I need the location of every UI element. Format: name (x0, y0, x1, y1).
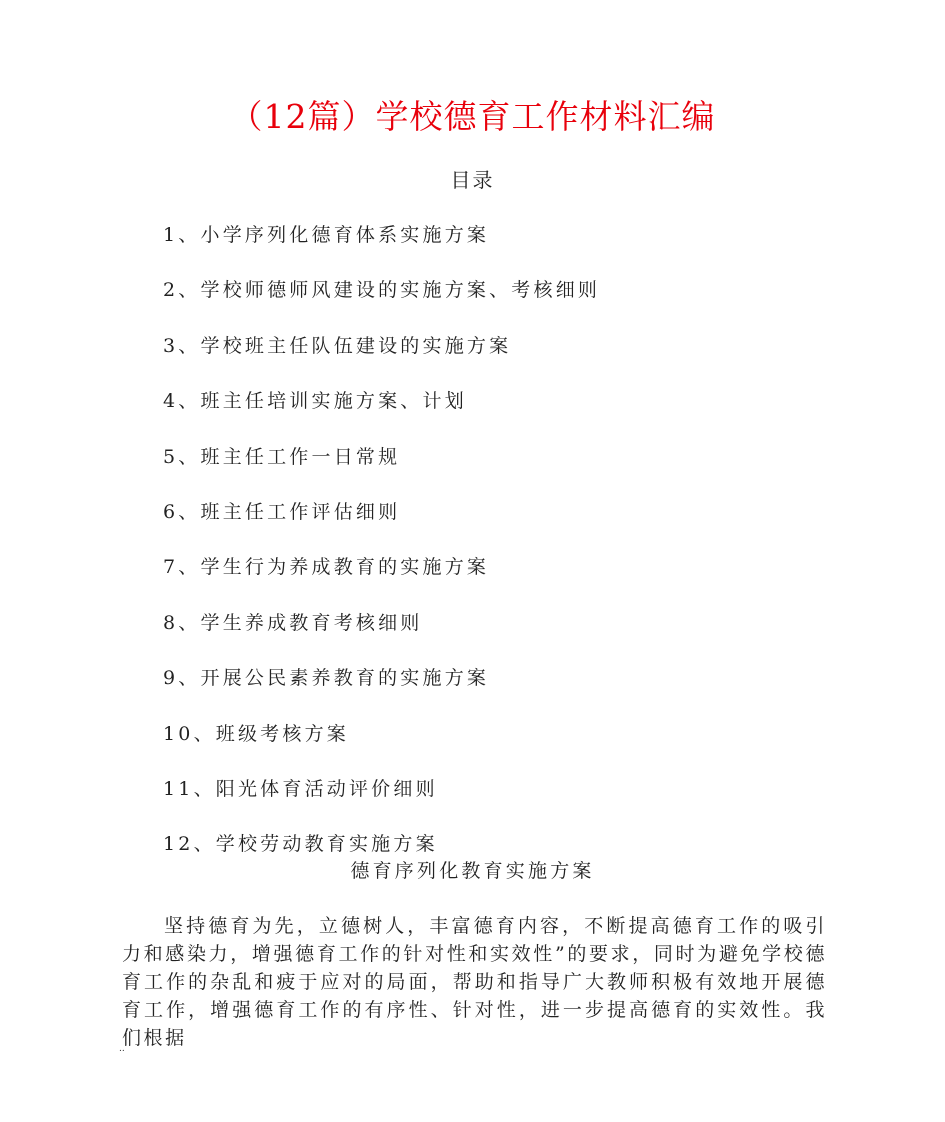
toc-item-1[interactable]: 1、小学序列化德育体系实施方案 (163, 224, 490, 246)
section-title: 德育序列化教育实施方案 (350, 860, 595, 882)
toc-item-5[interactable]: 5、班主任工作一日常规 (163, 445, 401, 468)
body-paragraph: 坚持德育为先，立德树人，丰富德育内容，不断提高德育工作的吸引力和感染力，增强德育工作的针对性和实效性”的要求，同时为避免学校德育工作的杂乱和疲于应对的局面，帮助和指导广大教师积极有效地开展德育工作，增强德育工作的有序性、针对性，进一步提高德育的实效性。我们根据 (122, 915, 827, 1049)
toc-heading: 目录 (450, 168, 495, 192)
footer-mark: .. (119, 1044, 125, 1054)
toc-item-12[interactable]: 12、学校劳动教育实施方案 (163, 833, 438, 856)
toc-item-8[interactable]: 8、学生养成教育考核细则 (163, 611, 423, 634)
toc-item-11[interactable]: 11、阳光体育活动评价细则 (163, 777, 438, 800)
document-title: （12篇）学校德育工作材料汇编 (229, 97, 716, 136)
toc-item-2[interactable]: 2、学校师德师风建设的实施方案、考核细则 (163, 279, 601, 302)
table-of-contents (163, 220, 600, 885)
toc-item-4[interactable]: 4、班主任培训实施方案、计划 (163, 390, 467, 413)
toc-item-3[interactable]: 3、学校班主任队伍建设的实施方案 (163, 334, 512, 357)
toc-item-7[interactable]: 7、学生行为养成教育的实施方案 (163, 556, 490, 579)
toc-item-9[interactable]: 9、开展公民素养教育的实施方案 (163, 667, 490, 690)
toc-item-10[interactable]: 10、班级考核方案 (163, 722, 349, 745)
toc-item-6[interactable]: 6、班主任工作评估细则 (163, 500, 401, 523)
